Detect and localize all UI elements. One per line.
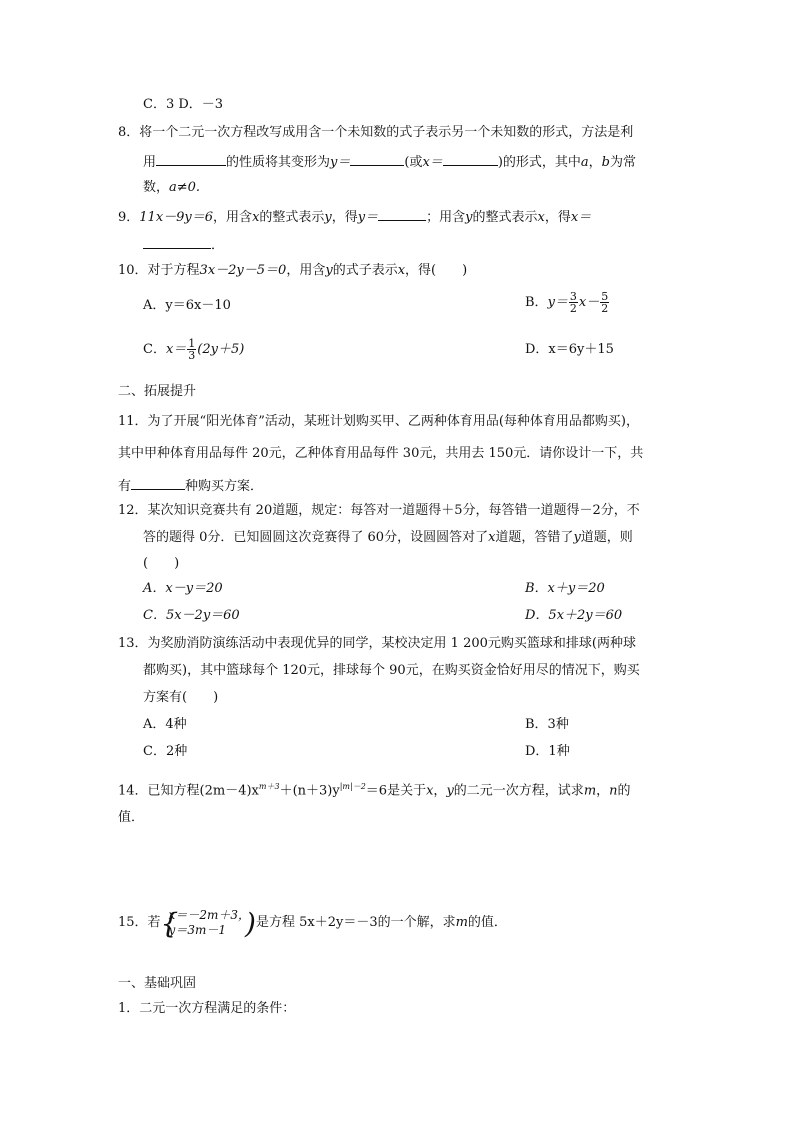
text: x	[537, 210, 545, 225]
q12-line1: 12．某次知识竞赛共有 20道题，规定：每答对一道题得＋5分，每答错一道题得－2分，不	[118, 503, 640, 518]
q13-option-a: A．4种	[143, 717, 187, 732]
q12-line3: ( )	[143, 556, 180, 571]
q13-line2: 都购买)，其中篮球每个 120元，排球每个 90元，在购买资金恰好用尽的情况下，购买	[143, 663, 640, 678]
denominator: 3	[188, 349, 196, 362]
text: 道题，答错了	[495, 530, 574, 545]
text: x－	[578, 295, 600, 310]
text: 的整式表示	[472, 210, 538, 225]
q15-line1	[118, 905, 507, 941]
text: ，用含	[213, 210, 253, 225]
q8-line1: 8．将一个二元一次方程改写成用含一个未知数的式子表示另一个未知数的形式，方法是利	[118, 125, 634, 140]
text: 的性质将其变形为	[226, 155, 331, 170]
q11-line3	[118, 476, 263, 496]
text: x＝	[422, 155, 443, 170]
text: ，得( )	[405, 263, 468, 278]
q10-option-d: D．x＝6y＋15	[525, 342, 614, 357]
blank	[156, 152, 226, 166]
q13-option-b: B．3种	[525, 717, 569, 732]
q8-line3	[143, 179, 200, 197]
text: y＝	[547, 295, 568, 310]
text: 的值．	[467, 915, 507, 930]
text: y＝	[357, 210, 379, 225]
text: y	[573, 530, 581, 545]
exponent: |m|－2	[339, 782, 366, 791]
fraction	[569, 291, 578, 314]
text: m	[455, 915, 468, 930]
q8-line2	[143, 152, 636, 172]
q13-line1: 13．为奖励消防演练活动中表现优异的同学，某校决定用 1 200元购买篮球和排球(两种球	[118, 636, 636, 651]
text: 道题，则	[580, 530, 633, 545]
q12-option-b: B．x＋y＝20	[525, 581, 605, 596]
q11-line1: 11．为了开展“阳光体育”活动，某班计划购买甲、乙两种体育用品(每种体育用品都购买)，	[118, 414, 639, 429]
text: 11x－9y＝6	[139, 210, 214, 225]
equation-1: x＝－2m＋3，	[168, 907, 250, 922]
text: ＋(n＋3)y	[279, 783, 340, 799]
numerator: 5	[601, 290, 609, 303]
denominator: 2	[601, 302, 609, 315]
blank	[143, 235, 211, 249]
equation-system	[161, 908, 256, 938]
q13-line3: 方案有( )	[143, 690, 219, 705]
text: y	[465, 210, 473, 225]
q12-option-c: C．5x－2y＝60	[143, 608, 240, 623]
section-heading-2: 二、拓展提升	[118, 384, 197, 399]
text: ，用含	[286, 263, 326, 278]
text: x	[488, 530, 496, 545]
text: x	[426, 783, 434, 799]
text: (2y＋5)	[197, 342, 245, 357]
right-paren: )	[245, 906, 256, 940]
text: y	[446, 783, 454, 799]
text: 9．	[118, 210, 140, 225]
q14-line2: 值．	[118, 810, 145, 825]
blank	[131, 476, 185, 490]
text: 的整式表示	[259, 210, 325, 225]
q11-line2: 其中甲种体育用品每件 20元，乙种体育用品每件 30元，共用去 150元．请你设计一下，共	[118, 446, 644, 461]
text: 的式子表示	[332, 263, 398, 278]
text: 有	[118, 479, 132, 494]
text: 3x－2y－5＝0	[199, 263, 287, 278]
text: ＝6是关于	[365, 783, 427, 799]
q12-line2	[143, 529, 633, 547]
denominator: 2	[569, 302, 577, 315]
text: 数，	[143, 180, 170, 195]
text: C．	[143, 342, 166, 357]
text: 14．已知方程(2m－4)x	[118, 783, 259, 799]
q13-option-d: D．1种	[525, 744, 570, 759]
q12-option-d: D．5x＋2y＝60	[525, 608, 623, 623]
numerator: 1	[188, 337, 196, 350]
fraction	[187, 338, 196, 361]
text: 答的题得 0分．已知圆圆这次竞赛得了 60分，设圆圆答对了	[143, 530, 489, 545]
text: )的形式，其中	[497, 155, 581, 170]
text: b	[601, 155, 610, 170]
q13-option-c: C．2种	[143, 744, 188, 759]
q9-line2	[143, 235, 224, 255]
text: 10．对于方程	[118, 263, 200, 278]
text: x	[397, 263, 406, 278]
text: y	[324, 210, 332, 225]
exponent: m＋3	[258, 782, 280, 791]
equation-2: y＝3m－1	[168, 922, 226, 937]
text: x＝	[165, 342, 187, 357]
text: n	[609, 783, 618, 799]
q9-line1	[118, 207, 591, 227]
text: ，得	[544, 210, 571, 225]
text: y＝	[330, 155, 351, 170]
text: 为常	[610, 155, 637, 170]
text: a≠0.	[169, 180, 201, 195]
text: ．	[211, 238, 225, 253]
text: 用	[143, 155, 157, 170]
q12-option-a: A．x－y＝20	[143, 581, 223, 596]
q10-option-b	[525, 290, 610, 316]
numerator: 3	[569, 290, 577, 303]
text: 15．若	[118, 915, 161, 930]
blank	[350, 152, 404, 166]
text: B．	[525, 295, 548, 310]
text: ；用含	[426, 210, 466, 225]
q1-line1: 1．二元一次方程满足的条件：	[118, 1001, 296, 1016]
text: ，得	[331, 210, 358, 225]
text: (或	[404, 155, 423, 170]
fraction	[600, 291, 609, 314]
text: a	[580, 155, 589, 170]
text: 的二元一次方程，试求	[453, 783, 584, 799]
section-heading-1: 一、基础巩固	[118, 976, 197, 991]
text: x＝	[570, 210, 592, 225]
blank	[443, 152, 498, 166]
text: 种购买方案．	[185, 479, 264, 494]
left-brace: {	[160, 906, 179, 940]
text: y	[325, 263, 333, 278]
text: 是方程 5x＋2y＝－3的一个解，求	[255, 915, 456, 930]
text: ，	[588, 155, 602, 170]
q10-stem	[118, 262, 467, 280]
blank	[378, 207, 426, 221]
q10-option-c	[143, 337, 244, 363]
q7-options: C．3 D．－3	[143, 97, 224, 112]
text: x	[252, 210, 260, 225]
q14-line1	[118, 778, 631, 800]
text: 的	[617, 783, 631, 799]
text: ，	[433, 783, 447, 799]
q10-option-a: A．y＝6x－10	[143, 298, 231, 313]
text: ，	[596, 783, 610, 799]
text: m	[583, 783, 597, 799]
